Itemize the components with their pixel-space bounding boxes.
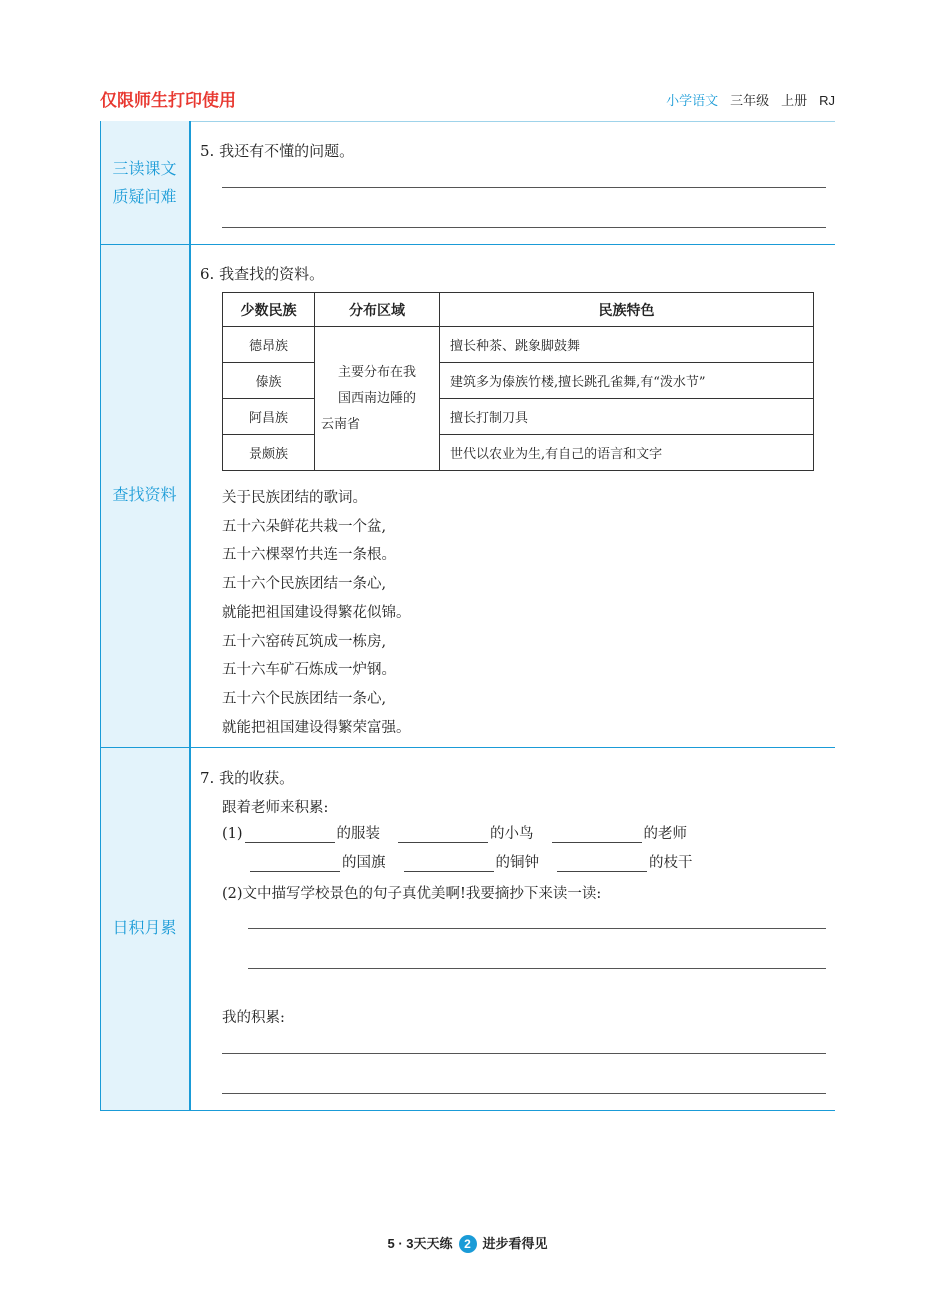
- region-line: 主要分布在我: [337, 364, 416, 380]
- page-footer: [0, 1233, 935, 1253]
- song-line: 就能把祖国建设得繁荣富强。: [222, 719, 411, 736]
- print-notice: 仅限师生打印使用: [100, 91, 236, 110]
- song-line: 五十六棵翠竹共连一条根。: [222, 547, 396, 564]
- label-line-1: 三读课文: [112, 161, 177, 178]
- blank-suffix: 的老师: [643, 826, 688, 842]
- fill-row-2: [248, 851, 693, 872]
- ethnic-table: [222, 292, 814, 471]
- region-line: 国西南边陲的: [337, 390, 416, 406]
- part-2-prompt: (2)文中描写学校景色的句子真优美啊!我要摘抄下来读一读:: [222, 886, 602, 902]
- table-header: 少数民族: [223, 293, 315, 327]
- column-divider: [189, 121, 191, 1111]
- answer-line[interactable]: [222, 187, 826, 188]
- copy-line[interactable]: [248, 968, 826, 969]
- fill-blank[interactable]: [250, 855, 340, 872]
- section-divider-1: [100, 244, 835, 245]
- table-header: 民族特色: [440, 293, 814, 327]
- subject-label: 小学语文: [666, 93, 719, 108]
- footer-slogan: 进步看得见: [482, 1236, 548, 1251]
- copy-line[interactable]: [248, 928, 826, 929]
- table-header: 分布区域: [315, 293, 440, 327]
- page-badge: 2: [459, 1235, 477, 1253]
- edition-label: RJ: [819, 93, 835, 108]
- book-info: [654, 90, 835, 109]
- ethnic-feature: 世代以农业为生,有自己的语言和文字: [440, 435, 814, 471]
- fill-blank[interactable]: [552, 826, 642, 843]
- fill-blank[interactable]: [557, 855, 647, 872]
- ethnic-name: 阿昌族: [223, 399, 315, 435]
- ethnic-feature: 擅长打制刀具: [440, 399, 814, 435]
- ethnic-feature: 擅长种茶、跳象脚鼓舞: [440, 327, 814, 363]
- song-line: 五十六朵鲜花共栽一个盆,: [222, 518, 387, 535]
- fill-blank[interactable]: [245, 826, 335, 843]
- blank-suffix: 的铜钟: [495, 855, 539, 871]
- section-label-accumulate: 日积月累: [112, 920, 177, 937]
- accumulate-intro: 跟着老师来积累:: [222, 800, 329, 816]
- fill-row-1: [222, 822, 687, 843]
- song-title: 关于民族团结的歌词。: [222, 490, 367, 506]
- volume-label: 上册: [781, 93, 808, 108]
- ethnic-feature: 建筑多为傣族竹楼,擅长跳孔雀舞,有“泼水节”: [440, 363, 814, 399]
- blank-suffix: 的枝干: [649, 855, 693, 871]
- blank-suffix: 的服装: [336, 826, 381, 842]
- fill-blank[interactable]: [404, 855, 494, 872]
- song-line: 五十六个民族团结一条心,: [222, 576, 387, 593]
- grade-label: 三年级: [730, 93, 770, 108]
- ethnic-name: 德昂族: [223, 327, 315, 363]
- section-label-questions: [100, 156, 189, 212]
- section-divider-3: [100, 1110, 835, 1111]
- song-line: 五十六个民族团结一条心,: [222, 690, 387, 707]
- fill-blank[interactable]: [398, 826, 488, 843]
- ethnic-name: 景颇族: [223, 435, 315, 471]
- region-line: 云南省: [321, 416, 361, 432]
- question-6: 6. 我查找的资料。: [200, 265, 325, 283]
- accumulation-line[interactable]: [222, 1093, 826, 1094]
- part-1-label: (1): [222, 826, 243, 842]
- section-sidebar: [100, 121, 190, 1111]
- blank-suffix: 的小鸟: [490, 826, 534, 842]
- song-line: 五十六车矿石炼成一炉钢。: [222, 662, 396, 679]
- song-lyrics: [222, 484, 411, 742]
- answer-line[interactable]: [222, 227, 826, 228]
- accumulation-line[interactable]: [222, 1053, 826, 1054]
- ethnic-name: 傣族: [223, 363, 315, 399]
- song-line: 五十六窑砖瓦筑成一栋房,: [222, 633, 387, 650]
- label-line-2: 质疑问难: [112, 189, 177, 206]
- footer-brand: 5 · 3天天练: [387, 1236, 453, 1251]
- section-divider-2: [100, 747, 835, 748]
- song-line: 就能把祖国建设得繁花似锦。: [222, 604, 411, 621]
- question-5: 5. 我还有不懂的问题。: [200, 142, 355, 160]
- question-7: 7. 我的收获。: [200, 769, 295, 787]
- region-cell: [315, 327, 440, 471]
- section-label-research: 查找资料: [112, 487, 177, 504]
- my-accumulation-label: 我的积累:: [222, 1010, 285, 1026]
- blank-suffix: 的国旗: [342, 855, 386, 871]
- header-rule: [100, 121, 835, 122]
